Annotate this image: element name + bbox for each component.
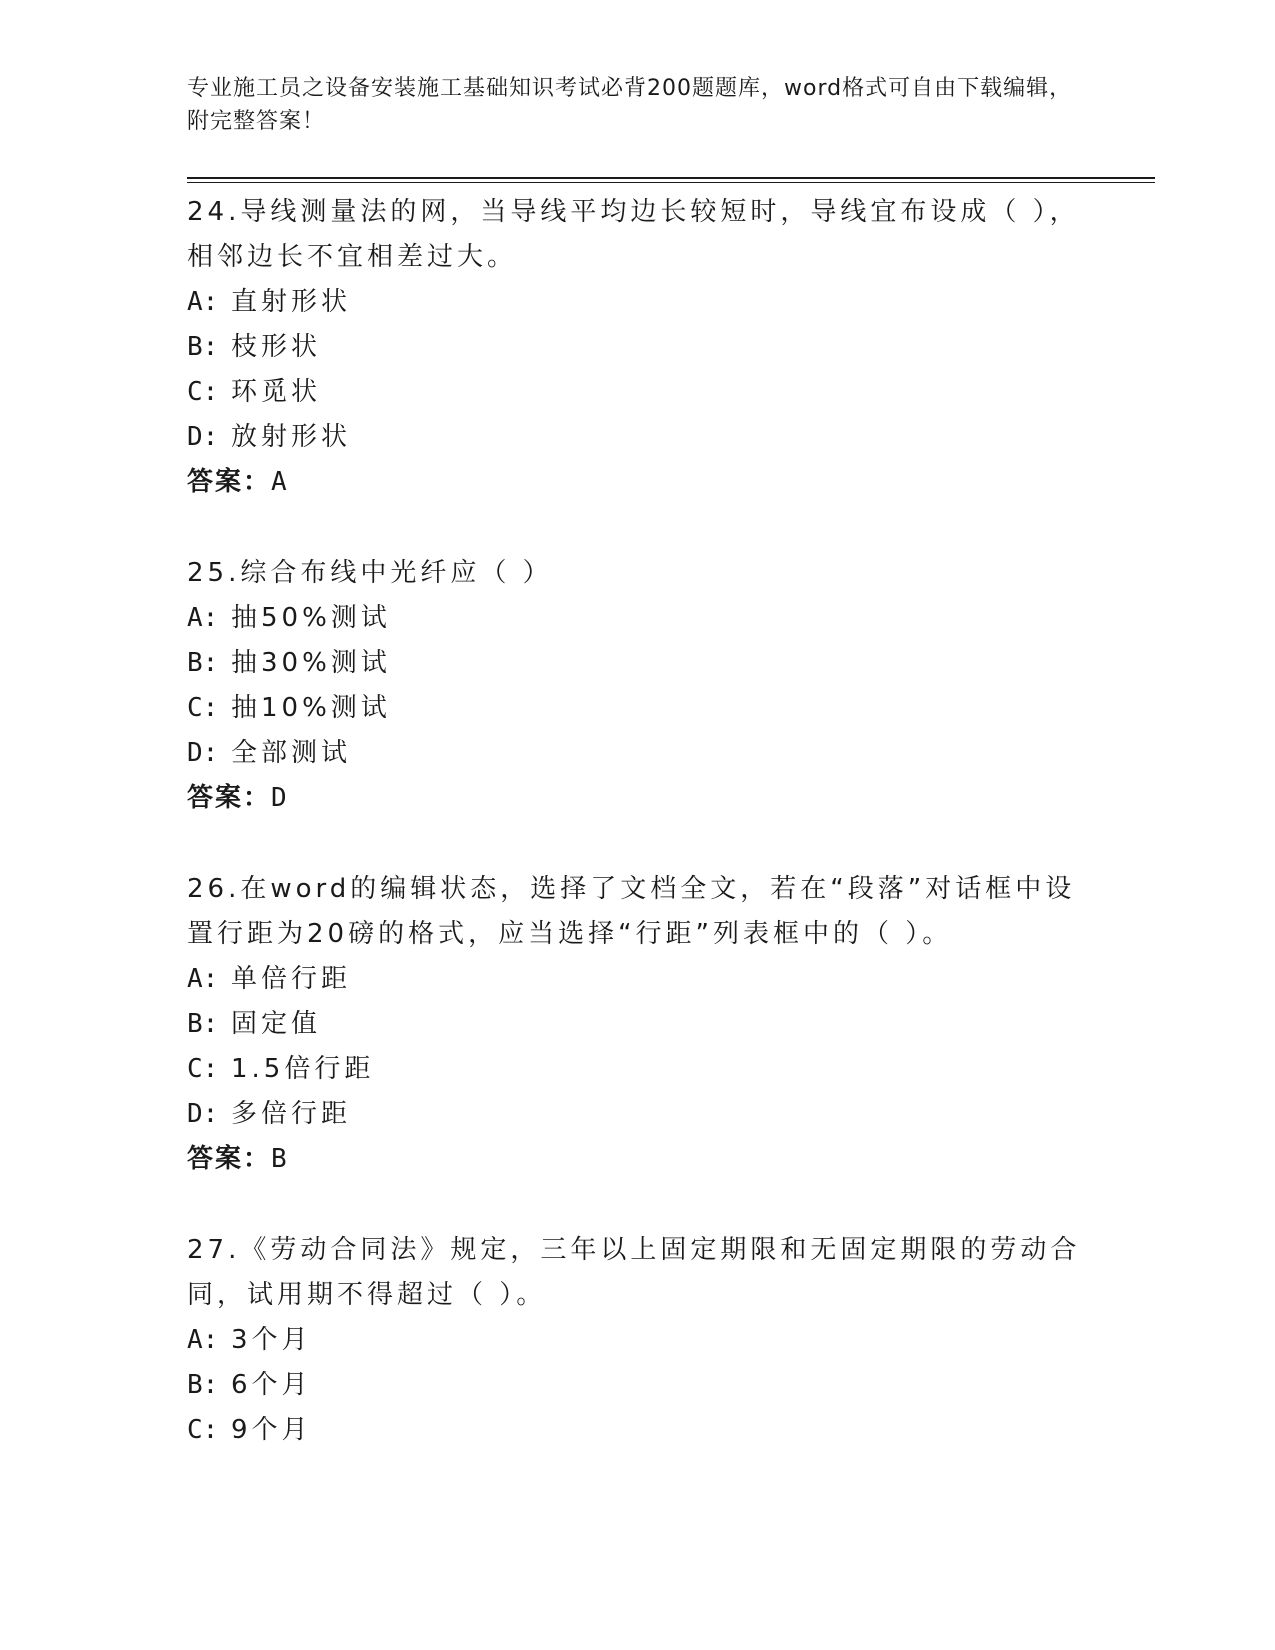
- question-text: 25.综合布线中光纤应（ ）: [187, 558, 553, 588]
- option-letter: D:: [187, 422, 219, 452]
- option-letter: B:: [187, 1370, 219, 1400]
- option-letter: C:: [187, 1054, 219, 1084]
- option-letter: C:: [187, 377, 219, 407]
- option-b: [187, 325, 1087, 370]
- question-27: [187, 1228, 1087, 1453]
- question-24: [187, 190, 1087, 505]
- option-letter: A:: [187, 1325, 219, 1355]
- option-a: [187, 1318, 1087, 1363]
- option-text: 单倍行距: [231, 964, 352, 994]
- answer-value: B: [271, 1144, 289, 1174]
- option-text: 环觅状: [231, 377, 322, 407]
- option-letter: A:: [187, 964, 219, 994]
- option-a: [187, 957, 1087, 1002]
- option-text: 放射形状: [231, 422, 352, 452]
- option-c: [187, 1408, 1087, 1453]
- answer-label: 答案：: [187, 1144, 272, 1174]
- option-text: 1.5倍行距: [231, 1054, 375, 1084]
- answer-label: 答案：: [187, 467, 272, 497]
- question-25: [187, 551, 1087, 821]
- question-text: 26.在word的编辑状态，选择了文档全文，若在“段落”对话框中设置行距为20磅的格式，应当选择“行距”列表框中的（ ）。: [187, 874, 1076, 949]
- option-letter: B:: [187, 1009, 219, 1039]
- option-a: [187, 596, 1087, 641]
- option-text: 9个月: [231, 1415, 312, 1445]
- question-text: 24.导线测量法的网，当导线平均边长较短时，导线宜布设成（ ），相邻边长不宜相差过大。: [187, 197, 1080, 272]
- option-c: [187, 686, 1087, 731]
- option-text: 抽30%测试: [231, 648, 391, 678]
- option-b: [187, 1363, 1087, 1408]
- option-text: 全部测试: [231, 738, 352, 768]
- question-26: [187, 867, 1087, 1182]
- answer-line: [187, 776, 1087, 821]
- option-text: 抽10%测试: [231, 693, 391, 723]
- option-d: [187, 415, 1087, 460]
- option-letter: B:: [187, 648, 219, 678]
- option-text: 抽50%测试: [231, 603, 391, 633]
- answer-value: D: [271, 783, 289, 813]
- option-text: 6个月: [231, 1370, 312, 1400]
- option-text: 多倍行距: [231, 1099, 352, 1129]
- header-divider-thick: [187, 177, 1155, 179]
- option-text: 直射形状: [231, 287, 352, 317]
- option-letter: A:: [187, 287, 219, 317]
- option-letter: B:: [187, 332, 219, 362]
- answer-label: 答案：: [187, 783, 272, 813]
- option-text: 枝形状: [231, 332, 322, 362]
- option-b: [187, 641, 1087, 686]
- option-letter: C:: [187, 1415, 219, 1445]
- answer-line: [187, 460, 1087, 505]
- option-letter: C:: [187, 693, 219, 723]
- option-d: [187, 1092, 1087, 1137]
- option-a: [187, 280, 1087, 325]
- header-divider-thin: [187, 182, 1155, 183]
- page-header: 专业施工员之设备安装施工基础知识考试必背200题题库，word格式可自由下载编辑，附完整答案！: [187, 76, 1073, 134]
- option-letter: A:: [187, 603, 219, 633]
- answer-line: [187, 1137, 1087, 1182]
- question-list: [187, 190, 1087, 1499]
- option-text: 固定值: [231, 1009, 322, 1039]
- option-c: [187, 370, 1087, 415]
- option-letter: D:: [187, 738, 219, 768]
- option-c: [187, 1047, 1087, 1092]
- option-letter: D:: [187, 1099, 219, 1129]
- question-text: 27.《劳动合同法》规定，三年以上固定期限和无固定期限的劳动合同，试用期不得超过（ ）。: [187, 1235, 1081, 1310]
- option-b: [187, 1002, 1087, 1047]
- option-text: 3个月: [231, 1325, 312, 1355]
- answer-value: A: [271, 467, 289, 497]
- option-d: [187, 731, 1087, 776]
